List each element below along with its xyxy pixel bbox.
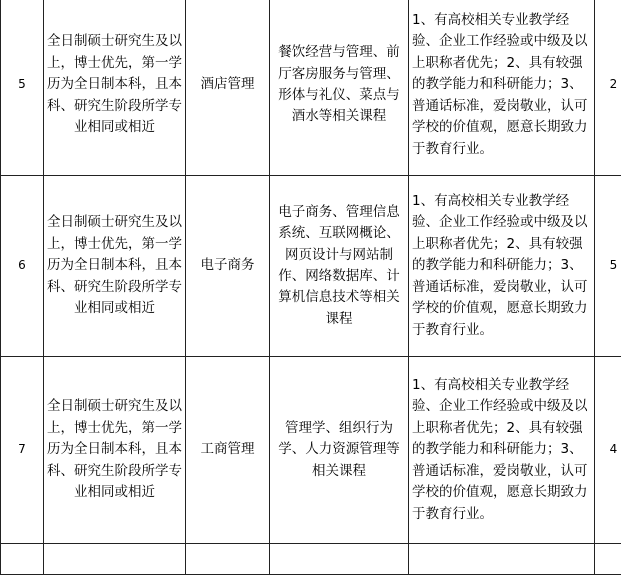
- empty-cell: [186, 544, 270, 575]
- other-requirements: 1、有高校相关专业教学经验、企业工作经验或中级及以上职称者优先；2、具有较强的教学能力和科研能力；3、普通话标准，爱岗敬业，认可学校的价值观，愿意长期致力于教育行业。: [409, 0, 595, 176]
- hiring-count: 4: [595, 357, 621, 544]
- major-name: 酒店管理: [186, 0, 270, 176]
- major-name: 电子商务: [186, 176, 270, 357]
- education-requirement: 全日制硕士研究生及以上，博士优先，第一学历为全日制本科，且本科、研究生阶段所学专业相同或相近: [44, 357, 186, 544]
- table-row: [1, 176, 621, 357]
- row-number: 7: [1, 357, 44, 544]
- table-row-partial: [1, 544, 621, 575]
- other-requirements: 1、有高校相关专业教学经验、企业工作经验或中级及以上职称者优先；2、具有较强的教学能力和科研能力；3、普通话标准，爱岗敬业，认可学校的价值观，愿意长期致力于教育行业。: [409, 176, 595, 357]
- education-requirement: 全日制硕士研究生及以上，博士优先，第一学历为全日制本科，且本科、研究生阶段所学专业相同或相近: [44, 0, 186, 176]
- table-row: [1, 357, 621, 544]
- courses-taught: 电子商务、管理信息系统、互联网概论、网页设计与网站制作、网络数据库、计算机信息技术等相关课程: [270, 176, 409, 357]
- hiring-count: 5: [595, 176, 621, 357]
- major-name: 工商管理: [186, 357, 270, 544]
- empty-cell: [409, 544, 595, 575]
- empty-cell: [1, 544, 44, 575]
- row-number: 6: [1, 176, 44, 357]
- empty-cell: [595, 544, 621, 575]
- table-row: [1, 0, 621, 176]
- courses-taught: 餐饮经营与管理、前厅客房服务与管理、形体与礼仪、菜点与酒水等相关课程: [270, 0, 409, 176]
- education-requirement: 全日制硕士研究生及以上，博士优先，第一学历为全日制本科，且本科、研究生阶段所学专业相同或相近: [44, 176, 186, 357]
- other-requirements: 1、有高校相关专业教学经验、企业工作经验或中级及以上职称者优先；2、具有较强的教学能力和科研能力；3、普通话标准，爱岗敬业，认可学校的价值观，愿意长期致力于教育行业。: [409, 357, 595, 544]
- row-number: 5: [1, 0, 44, 176]
- empty-cell: [44, 544, 186, 575]
- empty-cell: [270, 544, 409, 575]
- hiring-count: 2: [595, 0, 621, 176]
- courses-taught: 管理学、组织行为学、人力资源管理等相关课程: [270, 357, 409, 544]
